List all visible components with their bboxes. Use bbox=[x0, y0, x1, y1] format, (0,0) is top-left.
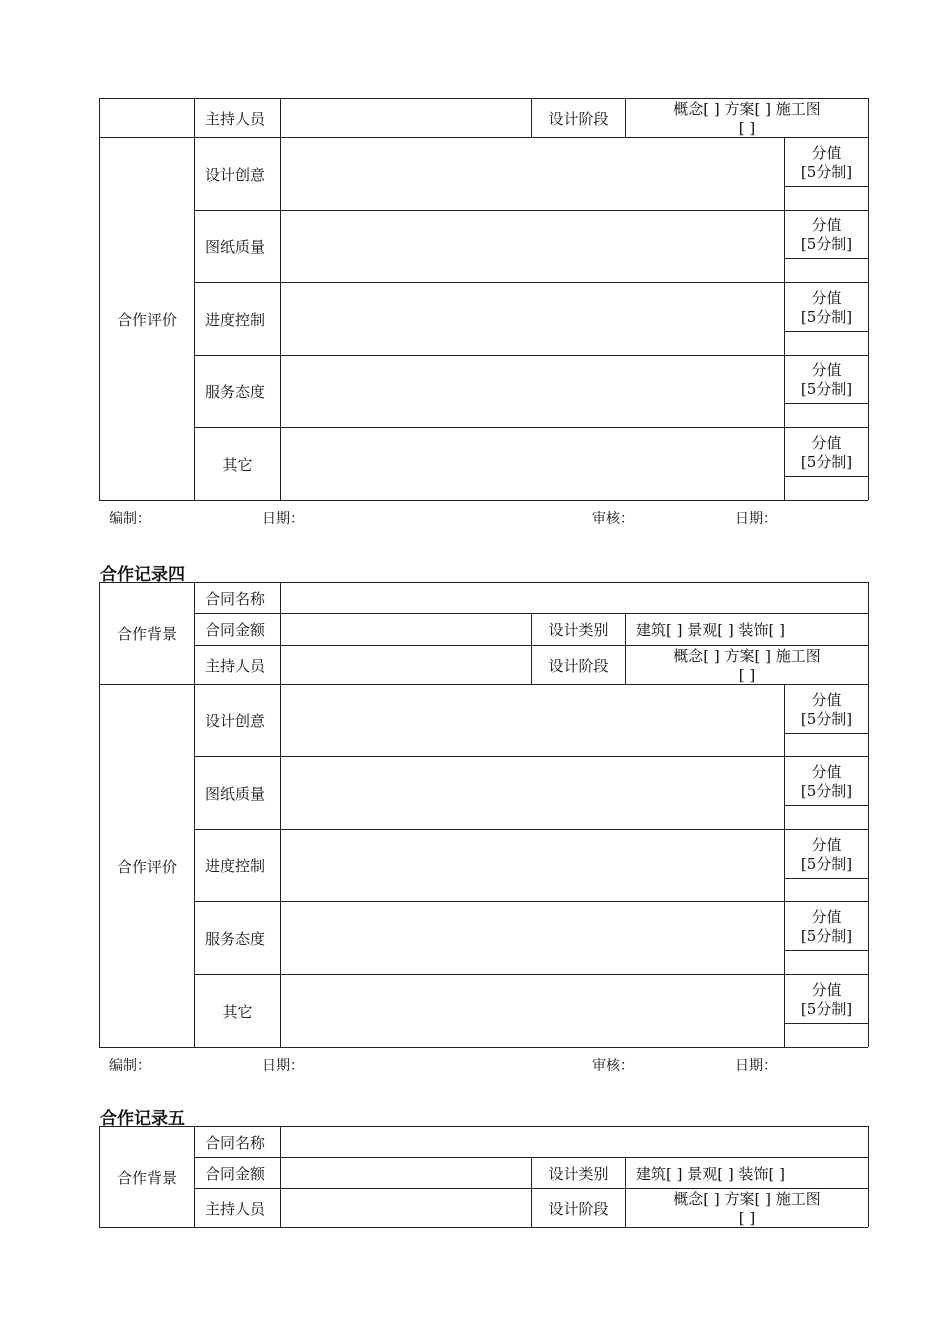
contract-name-field[interactable] bbox=[281, 1127, 868, 1157]
design-type-options[interactable]: 建筑[ ] 景观[ ] 装饰[ ] bbox=[636, 621, 785, 639]
background-group-label: 合作背景 bbox=[116, 1168, 177, 1187]
footer-review: 审核： bbox=[592, 1058, 634, 1074]
stage-options[interactable]: 概念[ ] 方案[ ] 施工图 [ ] bbox=[673, 647, 821, 684]
design-type-label: 设计类别 bbox=[548, 621, 609, 639]
eval-item-label: 进度控制 bbox=[205, 310, 266, 329]
score-header: 分值 [5分制] bbox=[800, 361, 853, 398]
score-header: 分值 [5分制] bbox=[800, 836, 853, 873]
contract-name-field[interactable] bbox=[281, 583, 868, 613]
footer-date: 日期： bbox=[262, 1058, 304, 1074]
eval-item-label: 设计创意 bbox=[205, 165, 266, 184]
eval-item-label: 图纸质量 bbox=[205, 784, 266, 803]
background-group-label: 合作背景 bbox=[116, 625, 177, 643]
eval-item-label: 设计创意 bbox=[205, 712, 266, 730]
eval-item-label: 其它 bbox=[222, 1002, 253, 1021]
score-header: 分值 [5分制] bbox=[800, 434, 853, 471]
contract-amount-field[interactable] bbox=[281, 1158, 531, 1188]
score-header: 分值 [5分制] bbox=[800, 691, 853, 728]
score-header: 分值 [5分制] bbox=[800, 289, 853, 326]
score-header: 分值 [5分制] bbox=[800, 763, 853, 800]
design-type-options[interactable]: 建筑[ ] 景观[ ] 装饰[ ] bbox=[636, 1164, 785, 1183]
host-value-field[interactable] bbox=[281, 1189, 531, 1227]
contract-amount-label: 合同金额 bbox=[205, 621, 266, 639]
stage-options[interactable]: 概念[ ] 方案[ ] 施工图 [ ] bbox=[673, 100, 821, 137]
footer-date-2: 日期： bbox=[735, 1058, 777, 1074]
host-label: 主持人员 bbox=[205, 109, 266, 128]
stage-label: 设计阶段 bbox=[548, 1199, 609, 1218]
eval-item-label: 图纸质量 bbox=[205, 238, 266, 256]
eval-item-label: 其它 bbox=[222, 455, 253, 474]
footer-prepared: 编制： bbox=[109, 511, 151, 527]
stage-label: 设计阶段 bbox=[548, 109, 609, 128]
footer-prepared: 编制： bbox=[109, 1058, 151, 1074]
contract-amount-label: 合同金额 bbox=[205, 1164, 266, 1183]
score-header: 分值 [5分制] bbox=[800, 216, 853, 253]
stage-label: 设计阶段 bbox=[548, 656, 609, 675]
contract-name-label: 合同名称 bbox=[205, 589, 266, 608]
eval-group-label: 合作评价 bbox=[116, 310, 177, 329]
footer-review: 审核： bbox=[592, 511, 634, 527]
contract-amount-field[interactable] bbox=[281, 614, 531, 645]
host-label: 主持人员 bbox=[205, 1199, 266, 1218]
eval-item-label: 进度控制 bbox=[205, 857, 266, 875]
section-title-record-four: 合作记录四 bbox=[100, 565, 185, 585]
score-header: 分值 [5分制] bbox=[800, 981, 853, 1018]
score-header: 分值 [5分制] bbox=[800, 144, 853, 181]
section-title-record-five: 合作记录五 bbox=[100, 1109, 185, 1129]
footer-date: 日期： bbox=[262, 511, 304, 527]
design-type-label: 设计类别 bbox=[548, 1164, 609, 1183]
eval-item-label: 服务态度 bbox=[205, 929, 266, 948]
stage-options[interactable]: 概念[ ] 方案[ ] 施工图 [ ] bbox=[673, 1190, 821, 1227]
eval-item-label: 服务态度 bbox=[205, 383, 266, 401]
host-value-field[interactable] bbox=[281, 646, 531, 684]
host-label: 主持人员 bbox=[205, 656, 266, 675]
contract-name-label: 合同名称 bbox=[205, 1133, 266, 1152]
eval-group-label: 合作评价 bbox=[116, 857, 177, 876]
score-header: 分值 [5分制] bbox=[800, 908, 853, 945]
footer-date-2: 日期： bbox=[735, 511, 777, 527]
host-value-field[interactable] bbox=[281, 99, 531, 137]
